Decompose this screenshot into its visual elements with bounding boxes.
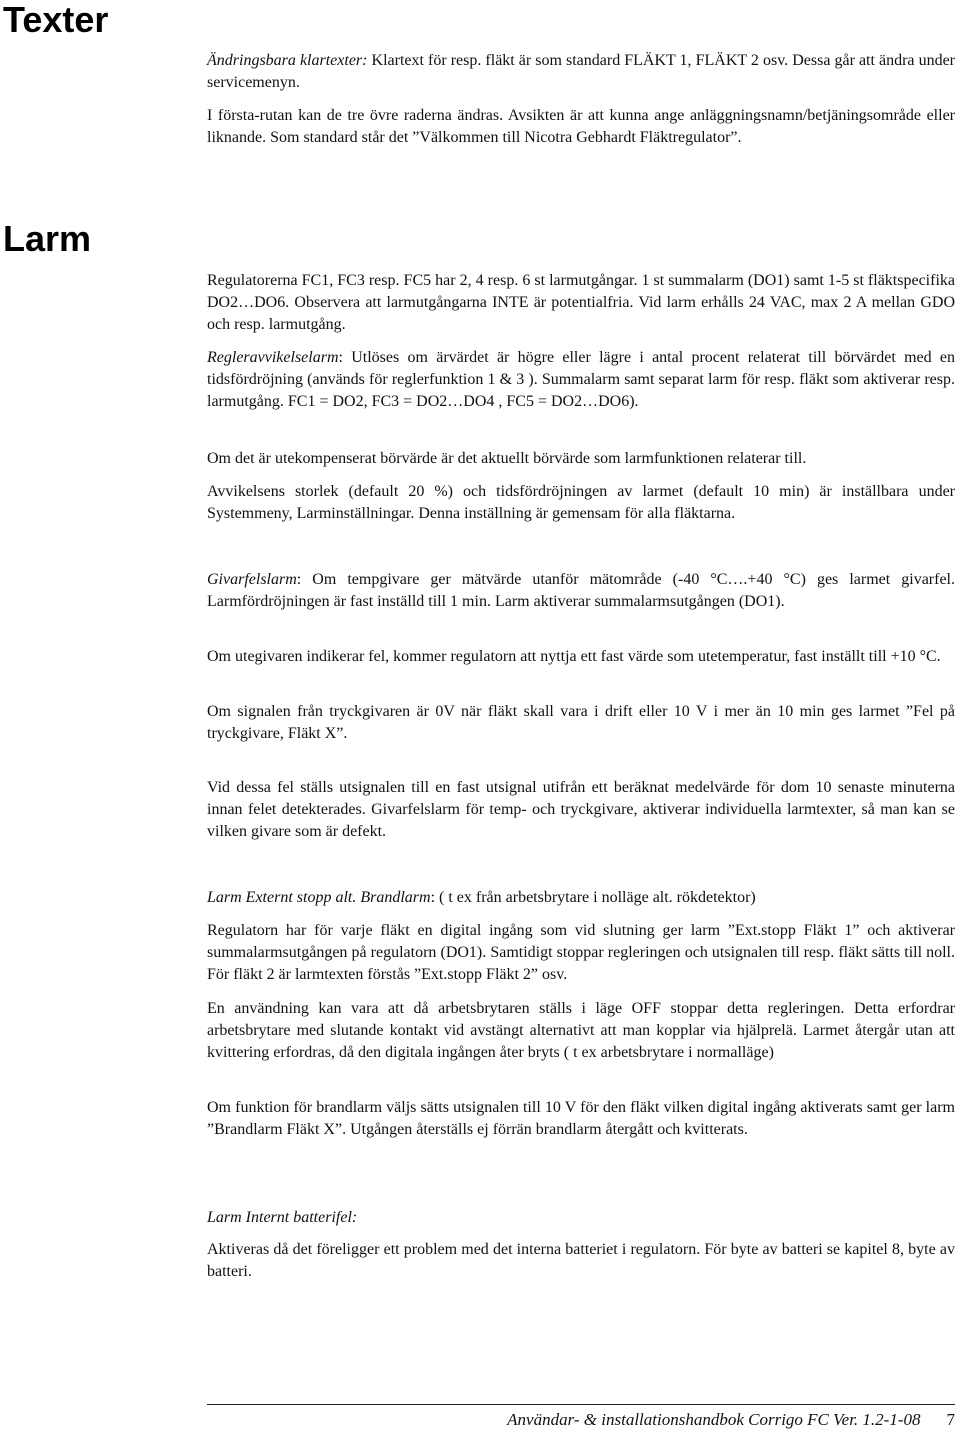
label-externt-stopp: Larm Externt stopp alt. Brandlarm	[207, 889, 431, 906]
paragraph-utegivare: Om utegivaren indikerar fel, kommer regulatorn att nyttja ett fast värde som utetemperatur, fast inställt till +10 °C.	[207, 648, 941, 665]
paragraph-regleravvikelselarm	[207, 347, 955, 413]
paragraph-givarfelslarm	[207, 569, 955, 613]
paragraph-externt-stopp-1: Regulatorn har för varje fläkt en digital ingång som vid slutning ger larm ”Ext.stopp Fläkt 1” och aktiverar summalarmsutgången på regulatorn (DO1). Samtidigt stoppar regleringen och utsignalen till resp. fläkt sätts till noll. För fläkt 2 är larmtexten förstås ”Ext.stopp Fläkt 2” osv.	[207, 922, 955, 983]
paragraph-tryckgivare: Om signalen från tryckgivaren är 0V när fläkt skall vara i drift eller 10 V i mer än 10 min ges larmet ”Fel på tryckgivare, Fläkt X”.	[207, 703, 955, 742]
label-givarfelslarm: Givarfelslarm	[207, 571, 297, 588]
paragraph-batterifel: Aktiveras då det föreligger ett problem med det interna batteriet i regulatorn. För byte av batteri se kapitel 8, byte av batteri.	[207, 1241, 955, 1280]
paragraph-externt-stopp-heading	[207, 887, 955, 909]
paragraph-klartexter	[207, 50, 955, 94]
page-number: 7	[946, 1410, 955, 1429]
paragraph-forsta-rutan: I första-rutan kan de tre övre raderna ändras. Avsikten är att kunna ange anläggningsnamn/betjäningsområde eller liknande. Som standard står det ”Välkommen till Nicotra Gebhardt Fläktregulator”.	[207, 107, 955, 146]
label-klartexter: Ändringsbara klartexter:	[207, 52, 368, 69]
page-footer	[420, 1410, 955, 1430]
paragraph-avvikelse: Avvikelsens storlek (default 20 %) och tidsfördröjningen av larmet (default 10 min) är inställbara under Systemmeny, Larminställningar. Denna inställning är gemensam för alla fläktarna.	[207, 483, 955, 522]
footer-divider	[207, 1404, 955, 1405]
label-regleravvikelselarm: Regleravvikelselarm	[207, 349, 339, 366]
paragraph-batteri-label	[207, 1207, 955, 1229]
label-batterifel: Larm Internt batterifel:	[207, 1209, 358, 1226]
paragraph-larm-intro: Regulatorerna FC1, FC3 resp. FC5 har 2, 4 resp. 6 st larmutgångar. 1 st summalarm (DO1) samt 1-5 st fläktspecifika DO2…DO6. Observera att larmutgångarna INTE är potentialfria. Vid larm erhålls 24 VAC, max 2 A mellan GDO och resp. larmutgång.	[207, 272, 955, 333]
text-externt-stopp-note: : ( t ex från arbetsbrytare i nolläge alt. rökdetektor)	[430, 889, 756, 906]
text-givarfelslarm: : Om tempgivare ger mätvärde utanför mätområde (-40 °C….+40 °C) ges larmet givarfel. Larmfördröjningen är fast inställd till 1 min. Larm aktiverar summalarmsutgången (DO1).	[207, 571, 955, 610]
text-klartexter: Klartext för resp. fläkt är som standard FLÄKT 1, FLÄKT 2 osv. Dessa går att ändra under servicemenyn.	[207, 52, 956, 91]
paragraph-utekompenserat: Om det är utekompenserat börvärde är det aktuellt börvärde som larmfunktionen relaterar till.	[207, 450, 807, 467]
heading-texter: Texter	[3, 0, 109, 40]
paragraph-brandlarm: Om funktion för brandlarm väljs sätts utsignalen till 10 V för den fläkt vilken digital ingång aktiverats samt ger larm ”Brandlarm Fläkt X”. Utgången återställs ej förrän brandlarm återgått och kvitterats.	[207, 1099, 955, 1138]
heading-larm: Larm	[3, 218, 92, 259]
text-regleravvikelselarm: : Utlöses om ärvärdet är högre eller lägre i antal procent relaterat till börvärdet med en tidsfördröjning (används för reglerfunktion 1 & 3 ). Summalarm samt separat larm för resp. fläkt som aktiverar resp. larmutgång. FC1 = DO2, FC3 = DO2…DO4 , FC5 = DO2…DO6).	[207, 349, 955, 410]
paragraph-utsignal: Vid dessa fel ställs utsignalen till en fast utsignal utifrån ett beräknat medelvärde för dom 10 senaste minuterna innan felet detekterades. Givarfelslarm för temp- och tryckgivare, aktiverar individuella larmtexter, så man kan se vilken givare som är defekt.	[207, 779, 955, 840]
footer-title: Användar- & installationshandbok Corrigo FC Ver. 1.2-1-08	[507, 1410, 921, 1429]
paragraph-externt-stopp-2: En användning kan vara att då arbetsbrytaren ställs i läge OFF stoppar detta regleringen. Detta erfordrar arbetsbrytare med slutande kontakt vid avstängt alternativt att man kopplar via hjälprelä. Larmet återgår utan att kvittering erfordras, då den digitala ingången åter bryts ( t ex arbetsbrytare i normalläge)	[207, 1000, 955, 1061]
